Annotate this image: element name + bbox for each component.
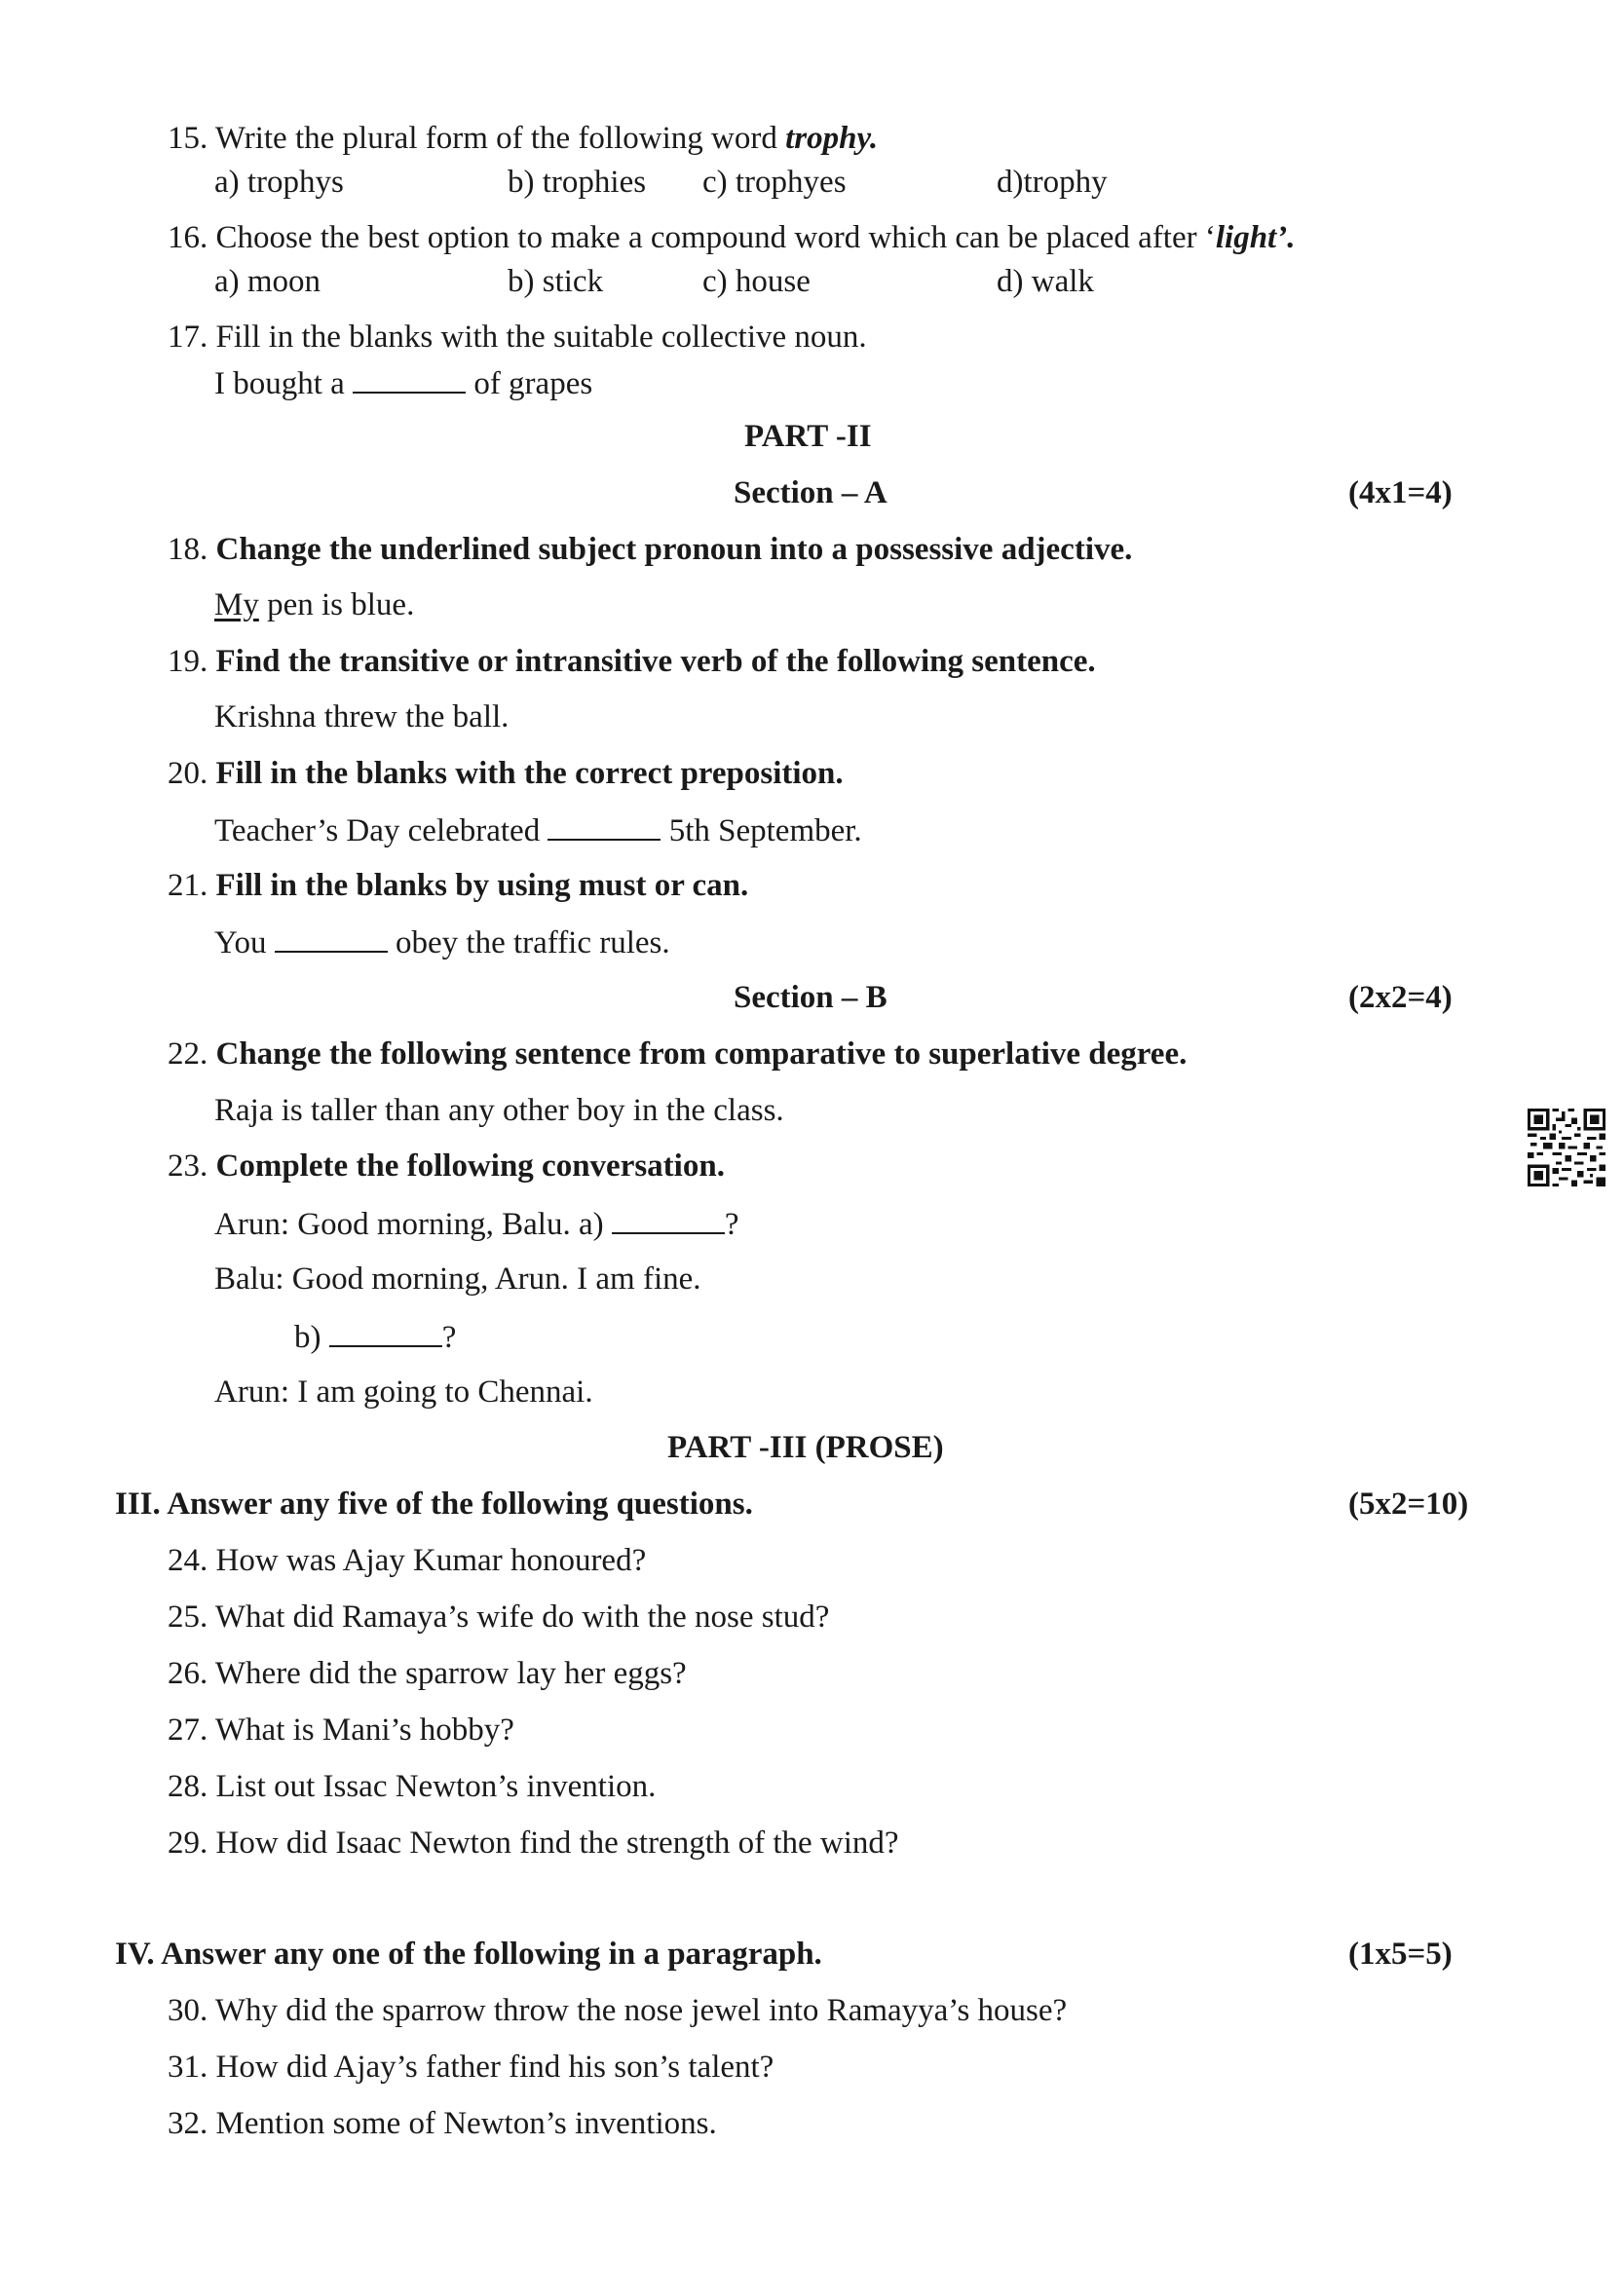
q16-option-d: d) walk	[997, 264, 1094, 299]
q20-blank	[548, 813, 661, 841]
part-iv-instructions: IV. Answer any one of the following in a paragraph.	[115, 1937, 822, 1972]
section-b-heading: Section – B	[734, 980, 888, 1015]
part-iii-marks: (5x2=10)	[1348, 1487, 1469, 1522]
q21-blank	[275, 925, 388, 953]
q15-prompt: 15. Write the plural form of the following word trophy.	[168, 121, 879, 156]
question-27: 27. What is Mani’s hobby?	[168, 1713, 514, 1748]
q23-line-2: Balu: Good morning, Arun. I am fine.	[214, 1261, 701, 1297]
question-24: 24. How was Ajay Kumar honoured?	[168, 1543, 647, 1578]
question-29: 29. How did Isaac Newton find the strength of the wind?	[168, 1826, 899, 1861]
section-a-heading: Section – A	[734, 475, 888, 510]
question-28: 28. List out Issac Newton’s invention.	[168, 1769, 657, 1804]
q17-prompt: 17. Fill in the blanks with the suitable collective noun.	[168, 320, 867, 355]
q23-blank-a	[612, 1207, 725, 1234]
q22-prompt: 22. Change the following sentence from comparative to superlative degree.	[168, 1036, 1188, 1072]
q19-prompt: 19. Find the transitive or intransitive verb of the following sentence.	[168, 644, 1096, 679]
q15-option-a: a) trophys	[214, 165, 344, 200]
q23-line-3: b) ?	[294, 1320, 457, 1355]
q21-prompt: 21. Fill in the blanks by using must or can.	[168, 868, 749, 903]
q20-sentence: Teacher’s Day celebrated 5th September.	[214, 813, 862, 848]
q15-option-b: b) trophies	[508, 165, 647, 200]
q18-sentence: My pen is blue.	[214, 587, 415, 622]
q15-option-d: d)trophy	[997, 165, 1108, 200]
q23-line-1: Arun: Good morning, Balu. a) ?	[214, 1207, 739, 1242]
q18-prompt: 18. Change the underlined subject pronoun into a possessive adjective.	[168, 532, 1133, 567]
part-iv-marks: (1x5=5)	[1348, 1937, 1453, 1972]
section-b-marks: (2x2=4)	[1348, 980, 1453, 1015]
q16-option-b: b) stick	[508, 264, 604, 299]
q16-option-c: c) house	[702, 264, 811, 299]
part-iii-title: PART -III (PROSE)	[667, 1430, 944, 1465]
q17-sentence: I bought a of grapes	[214, 366, 593, 401]
part-ii-title: PART -II	[744, 419, 872, 454]
q19-sentence: Krishna threw the ball.	[214, 699, 510, 734]
q23-blank-b	[329, 1320, 442, 1347]
q21-sentence: You obey the traffic rules.	[214, 925, 670, 960]
q17-blank	[353, 366, 466, 394]
section-a-marks: (4x1=4)	[1348, 475, 1453, 510]
qr-code-icon	[1528, 1109, 1605, 1186]
question-25: 25. What did Ramaya’s wife do with the nose stud?	[168, 1600, 830, 1635]
part-iii-instructions: III. Answer any five of the following questions.	[115, 1487, 753, 1522]
q15-option-c: c) trophyes	[702, 165, 847, 200]
q23-prompt: 23. Complete the following conversation.	[168, 1148, 725, 1184]
q16-option-a: a) moon	[214, 264, 321, 299]
question-30: 30. Why did the sparrow throw the nose jewel into Ramayya’s house?	[168, 1993, 1068, 2028]
question-32: 32. Mention some of Newton’s inventions.	[168, 2106, 717, 2141]
q23-line-4: Arun: I am going to Chennai.	[214, 1374, 593, 1410]
q20-prompt: 20. Fill in the blanks with the correct preposition.	[168, 756, 844, 791]
q16-prompt: 16. Choose the best option to make a compound word which can be placed after ‘light’.	[168, 220, 1296, 255]
question-26: 26. Where did the sparrow lay her eggs?	[168, 1656, 687, 1691]
question-31: 31. How did Ajay’s father find his son’s talent?	[168, 2050, 774, 2085]
q22-sentence: Raja is taller than any other boy in the class.	[214, 1093, 784, 1128]
